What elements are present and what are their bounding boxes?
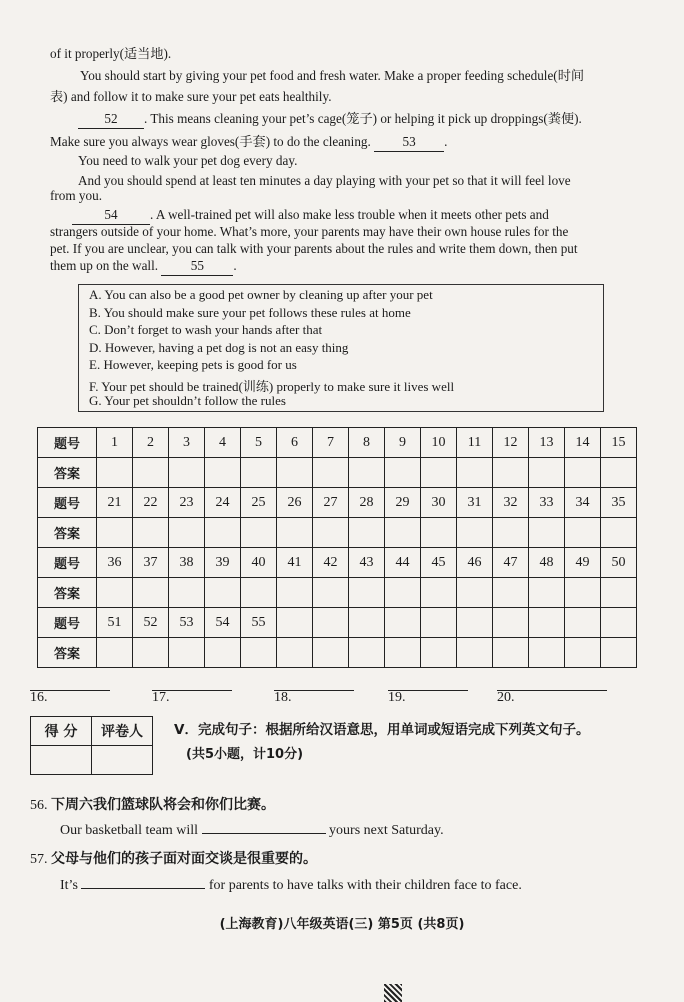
q56-prompt [30, 796, 275, 815]
passage-line: from you. [50, 188, 103, 203]
blank-52[interactable]: 52 [78, 110, 144, 129]
answer-row [38, 578, 637, 608]
answer-cell[interactable] [421, 458, 457, 488]
answer-label: 答案 [38, 458, 97, 488]
question-number-row [38, 488, 637, 518]
answer-cell[interactable] [133, 518, 169, 548]
answer-label: 答案 [38, 578, 97, 608]
answer-line[interactable] [152, 690, 232, 691]
answer-cell[interactable] [205, 518, 241, 548]
answer-cell[interactable] [601, 578, 637, 608]
question-number-cell [313, 608, 349, 638]
question-number-row [38, 608, 637, 638]
answer-cell[interactable] [457, 638, 493, 668]
answer-cell[interactable] [97, 578, 133, 608]
answer-cell[interactable] [601, 638, 637, 668]
section-title: V．完成句子：根据所给汉语意思，用单词或短语完成下列英文句子。 [174, 722, 590, 738]
question-number-cell: 15 [601, 428, 637, 458]
answer-cell[interactable] [313, 518, 349, 548]
question-number-cell [349, 608, 385, 638]
answer-row [38, 518, 637, 548]
option-a: A. You can also be a good pet owner by cleaning up after your pet [89, 287, 433, 302]
answer-row [38, 638, 637, 668]
passage-line [50, 257, 237, 276]
question-number-cell: 47 [493, 548, 529, 578]
option-g: G. Your pet shouldn’t follow the rules [89, 393, 286, 408]
question-number-cell: 14 [565, 428, 601, 458]
answer-cell[interactable] [169, 458, 205, 488]
question-number-cell: 39 [205, 548, 241, 578]
question-number-cell: 23 [169, 488, 205, 518]
answer-line[interactable] [497, 690, 607, 691]
question-number-cell: 34 [565, 488, 601, 518]
q56-chinese: 下周六我们篮球队将会和你们比赛。 [51, 797, 275, 813]
question-number-cell [457, 608, 493, 638]
q57-number: 57. [30, 852, 48, 867]
answer-table [37, 427, 637, 668]
question-number-cell: 24 [205, 488, 241, 518]
q57-pre: It’s [60, 878, 78, 893]
answer-cell[interactable] [133, 458, 169, 488]
option-e: E. However, keeping pets is good for us [89, 357, 297, 372]
passage-line: You need to walk your pet dog every day. [78, 153, 298, 168]
question-number-cell: 28 [349, 488, 385, 518]
question-number-cell: 53 [169, 608, 205, 638]
question-number-cell: 6 [277, 428, 313, 458]
question-number-cell: 8 [349, 428, 385, 458]
q57-blank[interactable] [81, 888, 205, 889]
score-label: 得 分 [31, 717, 92, 746]
question-number-cell [565, 608, 601, 638]
answer-cell[interactable] [349, 458, 385, 488]
q56-pre: Our basketball team will [60, 823, 199, 838]
question-number-cell: 54 [205, 608, 241, 638]
answer-cell[interactable] [133, 578, 169, 608]
question-number-label: 题号 [38, 488, 97, 518]
passage-line: And you should spend at least ten minutes a day playing with your pet so that it will feel love [78, 173, 571, 188]
blank-54[interactable]: 54 [72, 206, 150, 225]
question-number-cell: 1 [97, 428, 133, 458]
q57-sentence [60, 877, 522, 895]
score-cell[interactable] [31, 746, 92, 775]
question-number-cell: 32 [493, 488, 529, 518]
passage-line: of it properly(适当地). [50, 46, 172, 61]
q56-post: yours next Saturday. [329, 823, 444, 838]
question-number-cell: 45 [421, 548, 457, 578]
answer-cell[interactable] [385, 578, 421, 608]
answer-cell[interactable] [457, 458, 493, 488]
question-number-label: 题号 [38, 608, 97, 638]
answer-cell[interactable] [169, 638, 205, 668]
answer-cell[interactable] [457, 578, 493, 608]
question-number-cell [385, 608, 421, 638]
answer-cell[interactable] [277, 638, 313, 668]
question-number-cell: 21 [97, 488, 133, 518]
option-f: F. Your pet should be trained(训练) properly to make sure it lives well [89, 379, 455, 394]
qr-code-icon [384, 984, 402, 1002]
question-number-cell: 3 [169, 428, 205, 458]
q57-prompt [30, 850, 317, 869]
question-number-cell: 27 [313, 488, 349, 518]
passage-text: Make sure you always wear gloves(手套) to do the cleaning. [50, 134, 371, 149]
question-number-cell: 33 [529, 488, 565, 518]
question-number-cell: 4 [205, 428, 241, 458]
question-number-cell: 12 [493, 428, 529, 458]
answer-cell[interactable] [349, 578, 385, 608]
answer-cell[interactable] [493, 518, 529, 548]
blank-53[interactable]: 53 [374, 133, 444, 152]
passage-text: . A well-trained pet will also make less trouble when it meets other pets and [150, 207, 549, 222]
page-footer: (上海教育)八年级英语(三) 第5页 (共8页) [219, 917, 465, 932]
answer-cell[interactable] [133, 638, 169, 668]
question-number-cell: 49 [565, 548, 601, 578]
question-number-cell: 10 [421, 428, 457, 458]
passage-text: . [233, 258, 237, 273]
q56-sentence [60, 822, 444, 840]
question-number-cell: 43 [349, 548, 385, 578]
passage-line [50, 133, 447, 152]
answer-cell[interactable] [277, 518, 313, 548]
question-number-cell: 41 [277, 548, 313, 578]
question-number-cell: 5 [241, 428, 277, 458]
q57-post: for parents to have talks with their children face to face. [208, 878, 522, 893]
question-number-cell: 55 [241, 608, 277, 638]
question-number-row [38, 428, 637, 458]
question-number-label: 题号 [38, 548, 97, 578]
question-number-cell: 35 [601, 488, 637, 518]
question-number-cell: 7 [313, 428, 349, 458]
question-number-cell: 51 [97, 608, 133, 638]
question-number-cell: 44 [385, 548, 421, 578]
answer-cell[interactable] [565, 638, 601, 668]
answer-cell[interactable] [529, 518, 565, 548]
answer-cell[interactable] [169, 518, 205, 548]
q56-blank[interactable] [202, 833, 326, 834]
answer-cell[interactable] [493, 578, 529, 608]
question-number-cell: 22 [133, 488, 169, 518]
question-number-cell: 38 [169, 548, 205, 578]
question-number-cell [277, 608, 313, 638]
question-number-cell: 42 [313, 548, 349, 578]
answer-cell[interactable] [601, 458, 637, 488]
option-c: C. Don’t forget to wash your hands after that [89, 322, 323, 337]
answer-cell[interactable] [205, 458, 241, 488]
question-number-cell [601, 608, 637, 638]
grader-cell[interactable] [92, 746, 153, 775]
answer-cell[interactable] [97, 518, 133, 548]
passage-text: . This means cleaning your pet’s cage(笼子) or helping it pick up droppings(粪便). [144, 111, 582, 126]
answer-row [38, 458, 637, 488]
options-box [78, 284, 604, 412]
question-number-cell: 30 [421, 488, 457, 518]
question-number-cell [493, 608, 529, 638]
passage-text: . [444, 134, 448, 149]
answer-cell[interactable] [313, 458, 349, 488]
answer-cell[interactable] [241, 458, 277, 488]
option-d: D. However, having a pet dog is not an easy thing [89, 340, 349, 355]
answer-cell[interactable] [97, 638, 133, 668]
section-subtitle: (共5小题，计10分) [186, 747, 304, 762]
passage-line: 表) and follow it to make sure your pet eats healthily. [50, 89, 332, 104]
answer-line[interactable] [30, 690, 110, 691]
question-number-cell: 31 [457, 488, 493, 518]
question-number-cell: 29 [385, 488, 421, 518]
answer-cell[interactable] [601, 518, 637, 548]
question-number-cell: 11 [457, 428, 493, 458]
answer-cell[interactable] [385, 518, 421, 548]
answer-cell[interactable] [97, 458, 133, 488]
answer-label: 答案 [38, 638, 97, 668]
answer-cell[interactable] [169, 578, 205, 608]
question-number-cell: 40 [241, 548, 277, 578]
option-b: B. You should make sure your pet follows these rules at home [89, 305, 411, 320]
question-number-cell [421, 608, 457, 638]
answer-cell[interactable] [421, 518, 457, 548]
question-number-cell: 50 [601, 548, 637, 578]
answer-cell[interactable] [277, 458, 313, 488]
answer-cell[interactable] [529, 458, 565, 488]
question-number-cell: 2 [133, 428, 169, 458]
answer-cell[interactable] [385, 638, 421, 668]
question-number-cell: 26 [277, 488, 313, 518]
answer-cell[interactable] [241, 638, 277, 668]
passage-text: them up on the wall. [50, 258, 159, 273]
answer-cell[interactable] [385, 458, 421, 488]
answer-cell[interactable] [277, 578, 313, 608]
score-box [30, 716, 153, 775]
answer-cell[interactable] [241, 578, 277, 608]
answer-cell[interactable] [313, 578, 349, 608]
answer-cell[interactable] [313, 638, 349, 668]
answer-cell[interactable] [205, 578, 241, 608]
question-number-cell: 52 [133, 608, 169, 638]
question-number-cell: 9 [385, 428, 421, 458]
answer-cell[interactable] [457, 518, 493, 548]
answer-cell[interactable] [421, 638, 457, 668]
answer-cell[interactable] [421, 578, 457, 608]
question-number-row [38, 548, 637, 578]
answer-line[interactable] [388, 690, 468, 691]
question-number-cell: 48 [529, 548, 565, 578]
answer-cell[interactable] [205, 638, 241, 668]
question-number-cell: 25 [241, 488, 277, 518]
question-number-cell: 46 [457, 548, 493, 578]
question-number-cell: 36 [97, 548, 133, 578]
passage-line: pet. If you are unclear, you can talk with your parents about the rules and write them down, then put [50, 241, 578, 256]
answer-cell[interactable] [565, 578, 601, 608]
question-number-label: 题号 [38, 428, 97, 458]
grader-label: 评卷人 [92, 717, 153, 746]
answer-cell[interactable] [493, 458, 529, 488]
answer-cell[interactable] [565, 458, 601, 488]
answer-cell[interactable] [241, 518, 277, 548]
answer-label: 答案 [38, 518, 97, 548]
q57-chinese: 父母与他们的孩子面对面交谈是很重要的。 [51, 851, 317, 867]
passage-line [78, 110, 582, 129]
answer-cell[interactable] [349, 638, 385, 668]
answer-cell[interactable] [349, 518, 385, 548]
question-number-cell: 37 [133, 548, 169, 578]
answer-cell[interactable] [565, 518, 601, 548]
question-number-cell [529, 608, 565, 638]
passage-line: strangers outside of your home. What’s more, your parents may have their own house rules for the [50, 224, 569, 239]
question-number-cell: 13 [529, 428, 565, 458]
blank-55[interactable]: 55 [161, 257, 233, 276]
q56-number: 56. [30, 798, 48, 813]
passage-line: You should start by giving your pet food and fresh water. Make a proper feeding schedule(时间 [80, 68, 585, 83]
answer-line[interactable] [274, 690, 354, 691]
answer-cell[interactable] [493, 638, 529, 668]
answer-cell[interactable] [529, 638, 565, 668]
answer-cell[interactable] [529, 578, 565, 608]
